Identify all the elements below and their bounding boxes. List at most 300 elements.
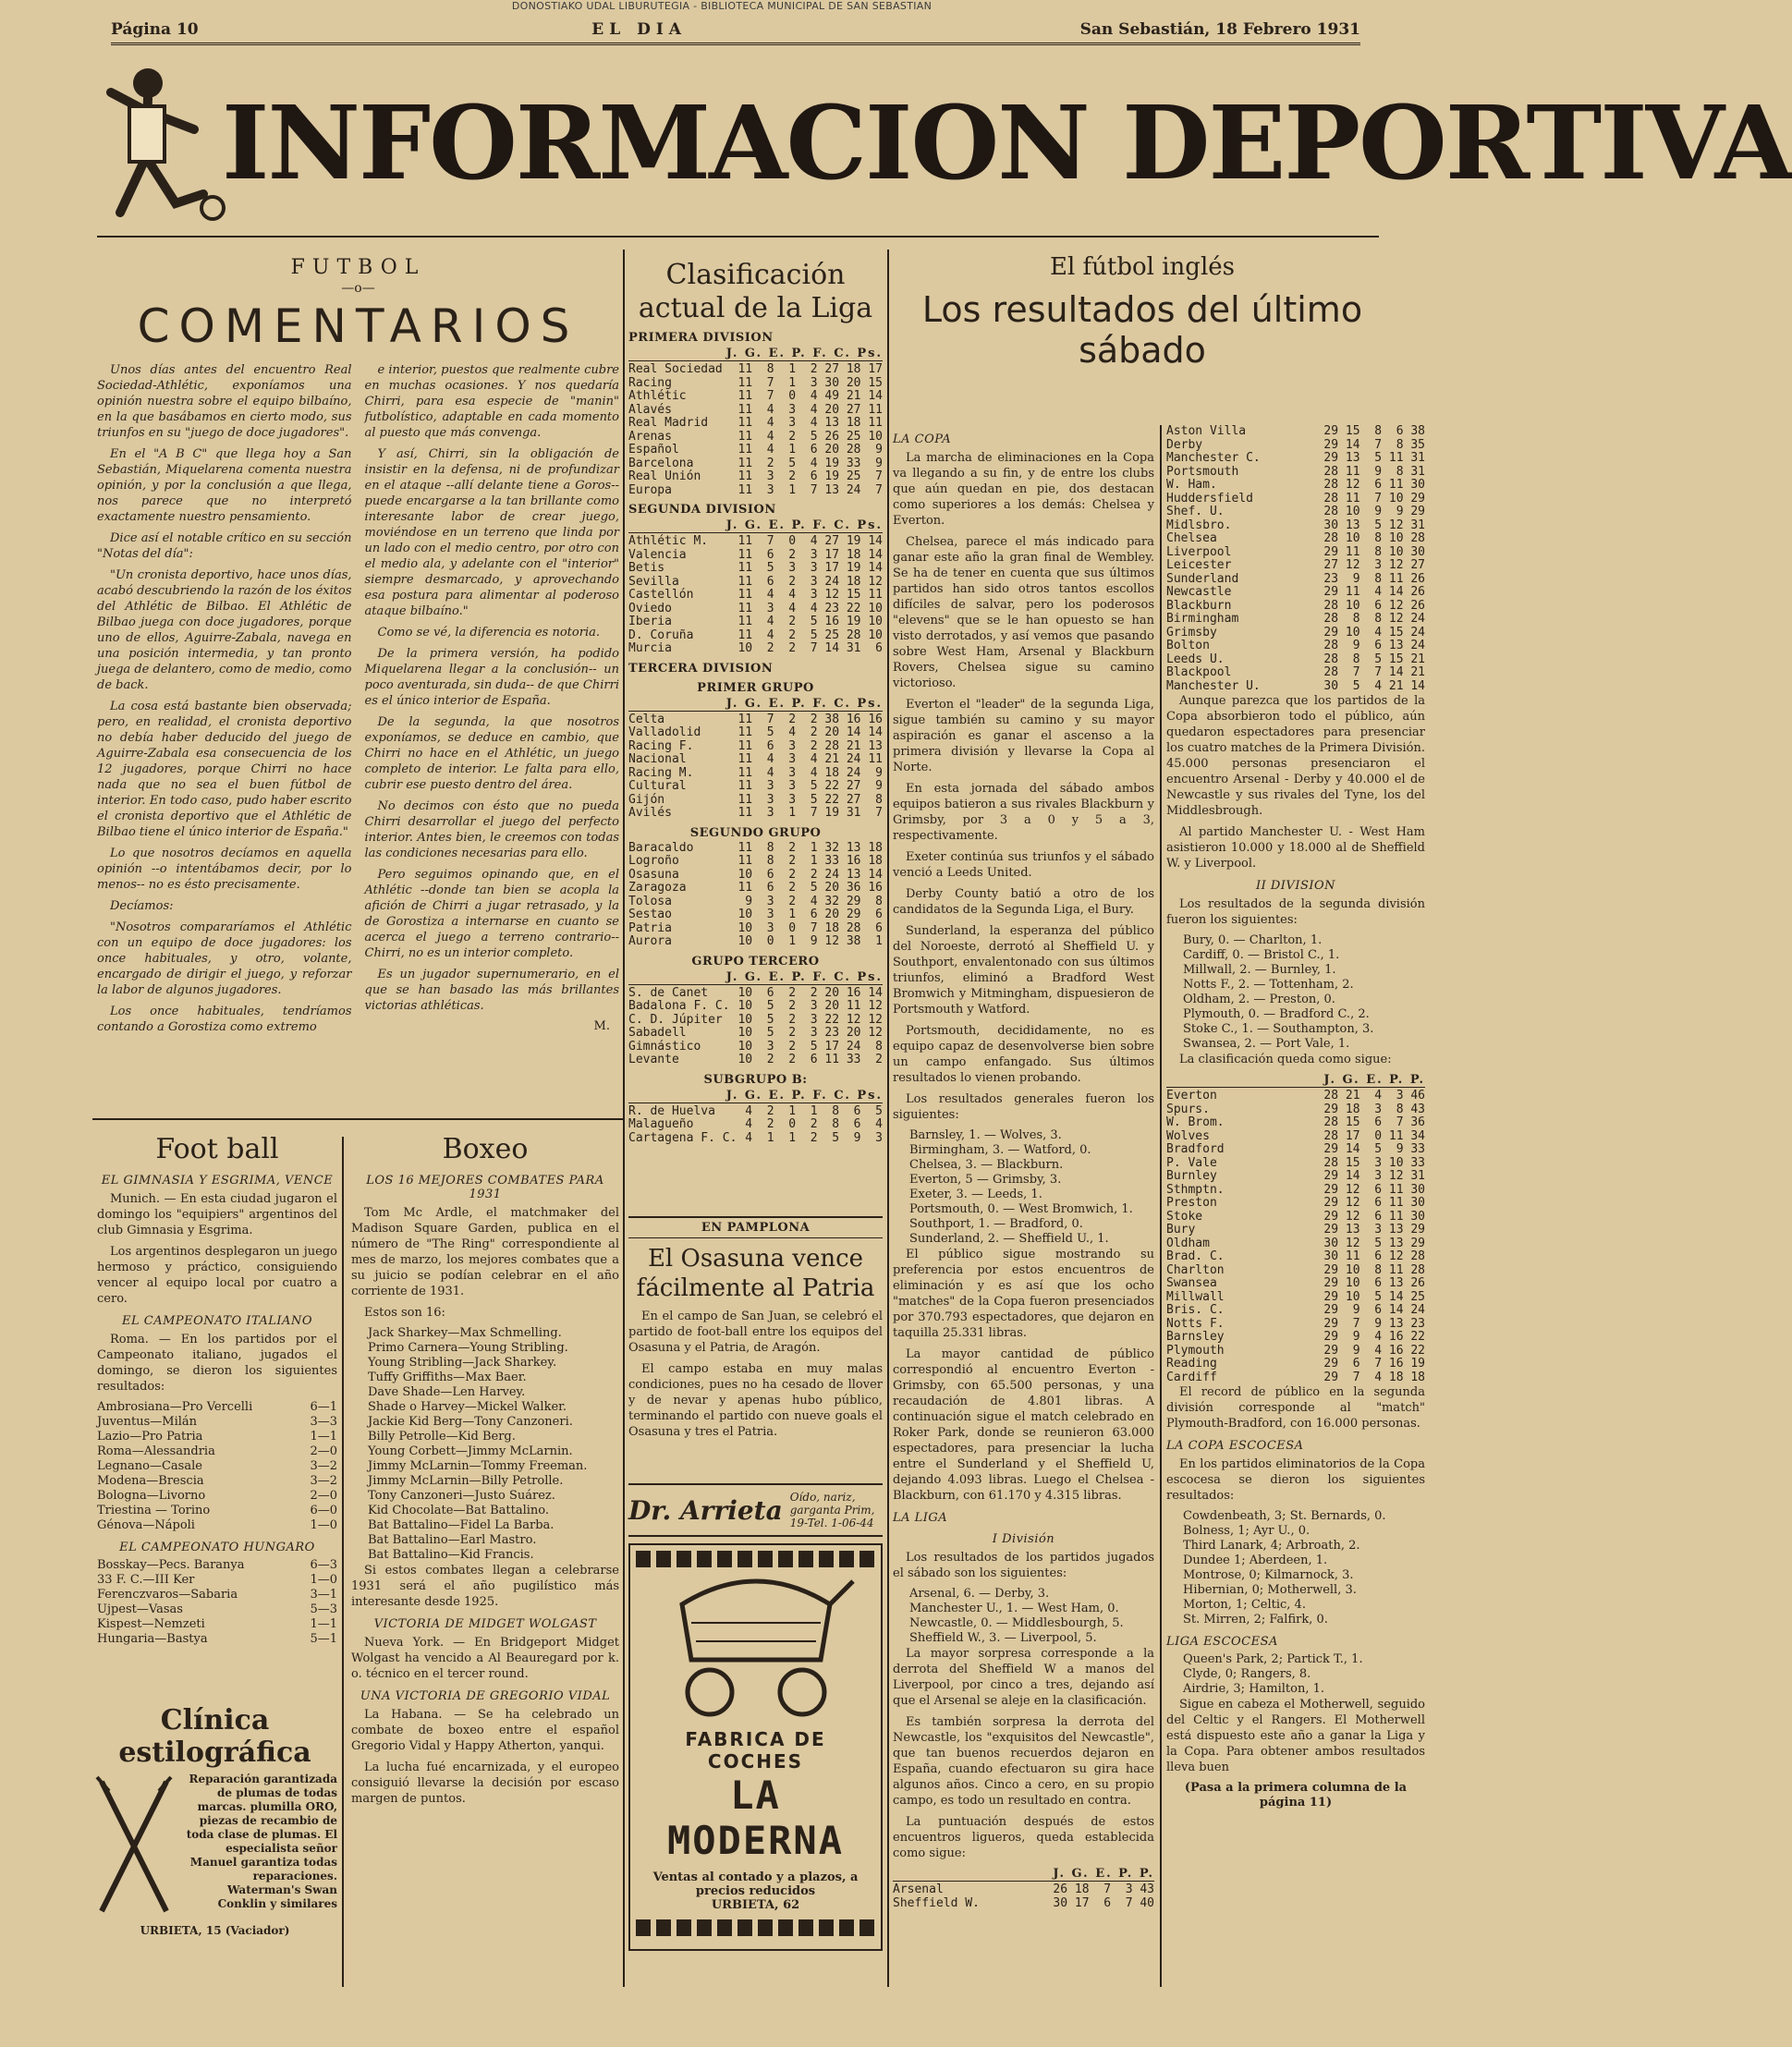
list-item: Millwall, 2. — Burnley, 1. [1183,963,1336,977]
table-row [628,753,883,767]
list-item: Clyde, 0; Rangers, 8. [1183,1667,1311,1681]
team-stats: 30 12 5 13 29 [1323,1236,1425,1250]
team-name: Leeds U. [1166,652,1225,666]
paragraph: Sigue en cabeza el Motherwell, seguido del Celtic y el Rangers. El Motherwell está dispuesto este año a ganar la Liga y la Copa. Para obtener ambos resultados lleva buen [1166,1698,1425,1774]
list-item: Bolness, 1; Ayr U., 0. [1183,1524,1310,1538]
paragraph: Los resultados de la segunda división fueron los siguientes: [1166,897,1425,927]
table-row [628,589,883,603]
paragraph: Decíamos: [110,899,174,913]
team-stats: 11 5 4 2 20 14 14 [738,725,883,739]
ad-border-pattern [636,1551,875,1567]
list-item: Young Stribling—Jack Sharkey. [368,1356,557,1370]
league-results [893,1587,1154,1646]
list-item: Everton, 5 — Grimsby, 3. [909,1173,1062,1187]
column-rule [623,250,625,1987]
english-header [893,245,1392,430]
match-name: Génova—Nápoli [97,1518,195,1532]
team-stats: 4 2 0 2 8 6 4 [745,1117,883,1131]
paragraph: No decimos con ésto que no pueda Chirri desarrollar el juego del perfecto interior. Antes bien, le creemos con todas las condiciones necesarias para ello. [364,799,619,860]
cup-results [893,1128,1154,1247]
paragraph: La cosa está bastante bien observada; pero, en realidad, el cronista deportivo no debía haber deducido del juego de Aguirre-Zabala esa consecuencia de los 12 jugadores, porque Chirri no hace nada que no sea el buen fútbol de interior. En todo caso, pudo haber escrito el cronista deportivo que el Athlétic de Bilbao tiene el único interior de España." [97,700,352,839]
team-name: Racing [628,375,672,390]
team-stats: 29 9 4 16 22 [1323,1343,1425,1358]
moderna-line4: URBIETA, 62 [711,1898,800,1912]
paragraph: El público sigue mostrando su preferencia por estos encuentros de eliminación y es así que los ocho "matches" de la Copa fueron presenciados por 370.793 espectadores, que dejaron en taquilla 25.331 libras. [893,1248,1154,1340]
section-subhead: LOS 16 MEJORES COMBATES PARA 1931 [366,1174,604,1201]
team-name: Swansea [1166,1276,1217,1290]
team-name: Real Madrid [628,416,709,430]
table-header: J. G. E. P. F. C. Ps. [628,970,883,985]
team-stats: 29 10 5 14 25 [1323,1289,1425,1304]
table-row [628,842,883,856]
list-item: Plymouth, 0. — Bradford C., 2. [1183,1007,1370,1021]
paragraph: Tom Mc Ardle, el matchmaker del Madison Square Garden, publica en el número de "The Ring" correspondiente al mes de marzo, los mejores combates que a su juicio se podían celebrar en el año corriente de 1931. [351,1206,619,1298]
table-row [628,562,883,576]
team-name: Leicester [1166,558,1232,572]
list-item: Queen's Park, 2; Partick T., 1. [1183,1652,1363,1666]
table-row [1166,1371,1425,1385]
table-row [1166,1304,1425,1318]
fountain-pen-icon [92,1773,176,1920]
masthead-rule [97,236,1379,238]
table-row [628,1041,883,1054]
team-name: Logroño [628,854,679,868]
team-stats: 11 4 3 4 13 18 11 [738,416,883,430]
list-item: Third Lanark, 4; Arbroath, 2. [1183,1539,1360,1553]
paragraph: Es un jugador supernumerario, en el que se han basado las más brillantes victorias athléticas. [364,968,619,1013]
team-stats: 28 11 7 10 29 [1323,491,1425,506]
team-stats: 11 3 3 5 22 27 8 [738,792,883,807]
page-number: Página 10 [111,20,199,39]
list-item: Cardiff, 0. — Bristol C., 1. [1183,948,1340,962]
table-row [628,1132,883,1146]
table-row [628,629,883,643]
table-row [893,1883,1154,1897]
team-stats: 4 2 1 1 8 6 5 [745,1103,883,1118]
list-item: Bury, 0. — Charlton, 1. [1183,933,1323,947]
team-stats: 11 4 4 3 12 15 11 [738,588,883,602]
match-name: Kispest—Nemzeti [97,1617,205,1631]
list-item: Cowdenbeath, 3; St. Bernards, 0. [1183,1509,1386,1523]
ad-border-pattern [636,1919,875,1936]
signature: M. [593,1019,610,1033]
team-stats: 11 4 2 5 25 28 10 [738,628,883,642]
result-row [97,1602,337,1617]
match-name: Juventus—Milán [97,1415,198,1429]
table-row [628,484,883,498]
team-name: Español [628,443,679,457]
second-division-table [1166,1090,1425,1384]
division-title: SEGUNDA DIVISION [628,503,776,517]
team-stats: 10 6 2 2 20 16 14 [738,985,883,1000]
table-row [628,922,883,936]
list-item: Manchester U., 1. — West Ham, 0. [909,1602,1119,1615]
team-name: Bris. C. [1166,1303,1225,1317]
team-stats: 28 10 6 12 26 [1323,598,1425,613]
team-stats: 23 9 8 11 26 [1323,571,1425,586]
match-name: 33 F. C.—III Ker [97,1573,195,1587]
result-row [97,1617,337,1632]
result-row [97,1489,337,1504]
pamplona-article [628,1211,883,1479]
result-row [97,1474,337,1489]
match-score: 1—0 [310,1518,337,1532]
match-score: 3—1 [310,1588,337,1602]
team-name: Charlton [1166,1262,1225,1277]
team-name: Celta [628,712,665,726]
paragraph: El campo estaba en muy malas condiciones, pues no ha cesado de llover y de nevar y apenas hubo público, terminando el partido con nueve goals el Osasuna y tres el Patria. [628,1362,883,1439]
team-name: Shef. U. [1166,505,1225,518]
result-row [97,1588,337,1602]
moderna-line1: FABRICA DE COCHES [685,1728,826,1773]
table-row [628,987,883,1001]
football-article [97,1127,337,1645]
team-name: Barnsley [1166,1330,1225,1344]
team-stats: 10 6 2 2 24 13 14 [738,867,883,882]
segunda-table [628,535,883,656]
section-masthead [92,55,1792,231]
table-row [628,767,883,781]
team-name: Betis [628,561,665,575]
table-row [1166,1157,1425,1171]
team-stats: 28 11 9 8 31 [1323,464,1425,479]
paragraph: La puntuación después de estos encuentros ligueros, queda establecida como sigue: [893,1815,1154,1860]
team-name: Blackburn [1166,598,1232,613]
result-row [97,1459,337,1474]
list-item: Oldham, 2. — Preston, 0. [1183,993,1335,1006]
clinic-ad-title: Clínica estilográfica [118,1704,311,1769]
footballer-illustration [92,55,231,231]
team-stats: 29 6 7 16 19 [1323,1357,1425,1371]
scottish-cup-results [1166,1509,1425,1627]
team-name: Zaragoza [628,881,687,895]
result-row [97,1518,337,1533]
team-name: Barcelona [628,456,694,470]
comentarios-col-1 [97,362,352,1041]
paragraph: Los resultados de los partidos jugados el sábado son los siguientes: [893,1551,1154,1580]
football-headline: Foot ball [155,1133,279,1165]
division-label: II DIVISION [1255,879,1336,893]
table-row [1166,653,1425,667]
team-name: Everton [1166,1089,1217,1103]
table-row [628,576,883,590]
team-name: Oldham [1166,1236,1210,1250]
team-stats: 29 13 5 11 31 [1323,451,1425,465]
team-stats: 29 14 5 9 33 [1323,1142,1425,1156]
team-name: Baracaldo [628,840,694,855]
team-stats: 29 11 4 14 26 [1323,585,1425,599]
team-name: Murcia [628,641,672,655]
table-row [1166,1197,1425,1211]
team-stats: 9 3 2 4 32 29 8 [738,894,883,908]
match-score: 6—0 [310,1504,337,1517]
table-row [628,780,883,794]
team-name: Gijón [628,792,665,807]
team-stats: 10 3 0 7 18 28 6 [738,920,883,935]
primera-table [628,363,883,497]
team-stats: 29 14 7 8 35 [1323,437,1425,452]
table-row [1166,452,1425,466]
team-stats: 10 2 2 7 14 31 6 [738,641,883,655]
team-name: Badalona F. C. [628,999,730,1013]
match-name: Ambrosiana—Pro Vercelli [97,1400,253,1414]
team-stats: 11 3 1 7 19 31 7 [738,806,883,820]
list-item: Chelsea, 3. — Blackburn. [909,1158,1064,1172]
team-stats: 10 3 2 5 17 24 8 [738,1039,883,1054]
team-name: Plymouth [1166,1343,1225,1358]
team-name: Sevilla [628,574,679,589]
section-subhead: LA COPA [893,433,952,446]
table-row [628,1118,883,1132]
list-item: Southport, 1. — Bradford, 0. [909,1217,1083,1231]
team-name: Sunderland [1166,571,1239,586]
paragraph: En el "A B C" que llega hoy a San Sebastián, Miquelarena comenta nuestra opinión, y por la conclusión a que llega, nos parece que no interpretó exactamente nuestro pensamiento. [97,447,352,524]
team-name: Sheffield W. [893,1895,980,1910]
table-row [1166,1345,1425,1359]
team-name: Racing M. [628,765,694,780]
team-name: Racing F. [628,738,694,753]
fights-list [351,1326,619,1563]
arrieta-detail: Oído, nariz, garganta Prim, 19-Tel. 1-06-44 [789,1491,875,1529]
team-name: Wolves [1166,1128,1210,1143]
team-stats: 29 10 4 15 24 [1323,625,1425,640]
team-name: Gimnástico [628,1039,701,1054]
comentarios-headline: COMENTARIOS [137,299,579,353]
paragraph: Derby County batió a otro de los candidatos de la Segunda Liga, el Bury. [893,887,1154,917]
team-stats: 11 4 1 6 20 28 9 [738,443,883,457]
team-stats: 28 15 6 7 36 [1323,1115,1425,1129]
team-stats: 10 5 2 3 20 11 12 [738,999,883,1013]
paragraph: La marcha de eliminaciones en la Copa va llegando a su fin, y de entre los clubs que aún quedan en pie, dos destacan como superiores a los demás: Chelsea y Everton. [893,451,1154,528]
match-name: Legnano—Casale [97,1459,202,1473]
section-rule [92,1118,623,1120]
team-stats: 28 8 5 15 21 [1323,652,1425,666]
table-row [1166,586,1425,600]
paragraph: El record de público en la segunda división corresponde al "match" Plymouth-Bradford, con 16.000 personas. [1166,1385,1425,1431]
paragraph: "Un cronista deportivo, hace unos días, acabó descubriendo la razón de los éxitos del Athlétic de Bilbao. El Athlétic de Bilbao juega con doce jugadores, porque uno de ellos, Aguirre-Zabala, navega en una posición intermedia, y tan pronto juega de delantero, como de medio, como de back. [97,568,352,692]
match-score: 1—0 [310,1573,337,1587]
liga-standings [628,259,883,1211]
hungarian-results [97,1558,337,1647]
team-stats: 30 5 4 21 14 [1323,678,1425,693]
team-stats: 10 3 1 6 20 29 6 [738,908,883,921]
table-row [628,908,883,922]
table-row [1166,600,1425,614]
team-stats: 28 21 4 3 46 [1323,1089,1425,1103]
list-item: Sheffield W., 3. — Liverpool, 5. [909,1631,1097,1645]
division-title: TERCERA DIVISION [628,661,774,676]
section-subhead: LA LIGA [893,1511,948,1525]
paragraph: e interior, puestos que realmente cubre en muchas ocasiones. Y nos quedaría Chirri, para esa especie de "manin" futbolístico, adaptable en cada momento al puesto que más convenga. [364,363,619,440]
team-stats: 11 4 2 5 26 25 10 [738,429,883,444]
team-name: Europa [628,482,672,497]
paragraph: La Habana. — Se ha celebrado un combate de boxeo entre el español Gregorio Vidal y Happy Atherton, yanqui. [351,1708,619,1753]
team-name: Real Sociedad [628,362,723,376]
table-row [628,642,883,656]
paragraph: Sunderland, la esperanza del público del Noroeste, derrotó al Sheffield U. y Southport, envalentonado con sus últimos triunfos, eliminó a Bradford West Bromwich y Mitmingham, dispuesieron de Portsmouth y Watford. [893,924,1154,1017]
team-stats: 30 11 6 12 28 [1323,1249,1425,1263]
table-row [628,377,883,391]
match-score: 5—3 [310,1602,337,1616]
match-name: Hungaria—Bastya [97,1632,208,1646]
table-row [1166,546,1425,560]
team-name: Levante [628,1053,679,1066]
ornament: —o— [341,281,375,296]
first-division-table [1166,425,1425,693]
table-row [628,1054,883,1067]
team-stats: 29 7 4 18 18 [1323,1370,1425,1384]
team-name: Preston [1166,1196,1217,1210]
team-stats: 10 2 2 6 11 33 2 [738,1053,883,1066]
team-stats: 11 6 3 2 28 21 13 [738,738,883,753]
paragraph: Estos son 16: [364,1306,445,1320]
team-stats: 11 5 3 3 17 19 14 [738,561,883,575]
match-score: 1—1 [310,1617,337,1631]
table-row [1166,493,1425,506]
column-rule [342,1137,344,1987]
paragraph: En el campo de San Juan, se celebró el partido de foot-ball entre los equipos del Osasuna y el Patria, de Aragón. [628,1310,883,1355]
group-title: SEGUNDO GRUPO [689,825,822,840]
table-row [628,615,883,629]
scottish-league-results [1166,1652,1425,1697]
list-item: Dave Shade—Len Harvey. [368,1385,526,1399]
team-stats: 11 6 2 3 17 18 14 [738,547,883,562]
table-row [1166,1331,1425,1345]
team-stats: 11 3 3 5 22 27 9 [738,779,883,793]
team-name: Patria [628,920,672,935]
table-row [1166,627,1425,640]
team-name: Grimsby [1166,625,1217,640]
table-row [1166,425,1425,439]
table-row [1166,506,1425,519]
moderna-line3: Ventas al contado y a plazos, a precios reducidos [652,1870,859,1898]
team-stats: 27 12 3 12 27 [1323,558,1425,572]
team-stats: 28 10 9 9 29 [1323,505,1425,518]
table-row [628,807,883,821]
table-row [1166,666,1425,680]
team-name: Arenas [628,429,672,444]
table-row [1166,573,1425,587]
subgroup-b-table [628,1105,883,1146]
list-item: Jackie Kid Berg—Tony Canzoneri. [368,1415,573,1429]
pamplona-headline: El Osasuna vence fácilmente al Patria [636,1245,875,1302]
group-title: GRUPO TERCERO [691,954,820,969]
column-rule [1160,425,1162,1987]
table-row [1166,466,1425,480]
paragraph: De la primera versión, ha podido Miquelarena llegar a la conclusión-- un poco aventurada, sin duda-- de que Chirri es el único interior de España. [364,647,619,708]
list-item: Young Corbett—Jimmy McLarnin. [368,1444,573,1458]
paragraph: Everton el "leader" de la segunda Liga, sigue también su camino y su mayor aspiración es ganar el ascenso a la primera división y llevarse la Copa al Norte. [893,698,1154,774]
list-item: Swansea, 2. — Port Vale, 1. [1183,1037,1350,1051]
paragraph: La clasificación queda como sigue: [1179,1053,1392,1066]
paragraph: Chelsea, parece el más indicado para ganar este año la gran final de Wembley. Se ha de tener en cuenta que sus últimos partidos han sido otros tantos escollos difíciles de salvar, pero los poderosos "elevens" que se le han opuesto se han visto derrotados, y así vemos que pasando sobre West Ham, Arsenal y Blackburn Rovers, Chelsea sigue su camino victorioso. [893,535,1154,690]
list-item: Shade o Harvey—Mickel Walker. [368,1400,567,1414]
team-name: Arsenal [893,1883,944,1896]
table-header: J. G. E. P. F. C. Ps. [628,1089,883,1103]
tercera-group1-table [628,713,883,821]
table-row [628,1000,883,1014]
team-stats: 29 10 8 11 28 [1323,1262,1425,1277]
paragraph: Al partido Manchester U. - West Ham asistieron 10.000 y 18.000 al de Sheffield W. y Liverpool. [1166,825,1425,871]
table-row [628,882,883,896]
team-stats: 29 15 8 6 38 [1323,424,1425,438]
list-item: Exeter, 3. — Leeds, 1. [909,1188,1042,1201]
paragraph: Y así, Chirri, sin la obligación de insistir en la defensa, ni de profundizar en el ataque --allí delante tiene a Goros-- puede encargarse a la tan brillante como interesante labor de crear juego, moviéndose en un terreno que linda por un lado con el medio centro, por otro con el medio ala, y adelante con el "interior" siempre desmarcado, y aprovechando esa postura para alimentar al poderoso ataque bilbaíno." [364,447,619,618]
paragraph: Los once habituales, tendríamos contando a Gorostiza como extremo [97,1005,352,1034]
list-item: Airdrie, 3; Hamilton, 1. [1183,1682,1325,1696]
folio-line [111,15,1360,45]
group-title: SUBGRUPO B: [703,1072,808,1087]
table-row [628,363,883,377]
paper-name: EL DIA [591,20,687,39]
team-stats: 11 4 3 4 20 27 11 [738,402,883,417]
team-stats: 29 10 6 13 26 [1323,1276,1425,1290]
result-row [97,1558,337,1573]
list-item: Arsenal, 6. — Derby, 3. [909,1587,1050,1601]
list-item: Dundee 1; Aberdeen, 1. [1183,1554,1328,1567]
paragraph: Roma. — En los partidos por el Campeonato italiano, jugados el domingo, se dieron los siguientes resultados: [97,1333,337,1394]
team-name: Brad. C. [1166,1249,1225,1263]
paragraph: Dice así el notable crítico en su sección "Notas del día": [97,531,352,561]
team-name: Osasuna [628,867,679,882]
list-item: Notts F., 2. — Tottenham, 2. [1183,978,1354,992]
list-item: Bat Battalino—Earl Mastro. [368,1533,537,1547]
team-stats: 11 7 1 3 30 20 15 [738,375,883,390]
table-row [1166,1264,1425,1278]
table-row [1166,1291,1425,1305]
team-name: Portsmouth [1166,464,1239,479]
team-name: Huddersfield [1166,491,1253,506]
paragraph: En esta jornada del sábado ambos equipos batieron a sus rivales Blackburn y Grimsby, por 3 a 0 y 5 a 3, respectivamente. [893,782,1154,843]
english-headline: Los resultados del último sábado [921,289,1363,371]
section-subhead: UNA VICTORIA DE GREGORIO VIDAL [360,1689,611,1703]
list-item: Montrose, 0; Kilmarnock, 3. [1183,1568,1354,1582]
team-stats: 4 1 1 2 5 9 3 [745,1130,883,1145]
table-row [1166,1184,1425,1198]
table-header: J. G. E. P. F. C. Ps. [628,697,883,712]
team-name: Notts F. [1166,1316,1225,1331]
first-division-table-start [893,1883,1154,1910]
division-title: PRIMERA DIVISION [628,331,774,345]
liga-headline-2: actual de la Liga [638,292,873,324]
team-stats: 29 7 9 13 23 [1323,1316,1425,1331]
paragraph: Los resultados generales fueron los siguientes: [893,1092,1154,1122]
paragraph: La lucha fué encarnizada, y el europeo consiguió llevarse la decisión por escaso margen de puntos. [351,1761,619,1806]
paragraph: La mayor cantidad de público correspondió al encuentro Everton - Grimsby, con 65.500 personas, y una recaudación de 4.801 libras. A continuación sigue el match celebrado en Roker Park, donde se reunieron 63.000 espectadores, para presenciar la lucha entre el Sunderland y el Sheffield U, dejando 4.093 libras. Luego el Chelsea - Blackburn, con 61.170 y 4.315 libras. [893,1347,1154,1503]
comentarios-col-2 [365,362,620,1041]
match-score: 2—0 [310,1489,337,1503]
team-stats: 30 17 6 7 40 [1053,1895,1154,1910]
team-name: Iberia [628,615,672,628]
arrieta-ad [628,1483,883,1539]
list-item: Billy Petrolle—Kid Berg. [368,1430,516,1444]
team-stats: 29 14 3 12 31 [1323,1169,1425,1183]
boxing-article [351,1127,619,1982]
section-subhead: EL CAMPEONATO ITALIANO [122,1314,312,1328]
team-name: S. de Canet [628,985,709,1000]
match-name: Ujpest—Vasas [97,1602,183,1616]
clinic-ad-address: URBIETA, 15 (Vaciador) [140,1924,290,1937]
list-item: Birmingham, 3. — Watford, 0. [909,1143,1091,1157]
team-stats: 11 7 0 4 49 21 14 [738,389,883,403]
team-name: Tolosa [628,894,672,908]
team-name: Birmingham [1166,612,1239,626]
team-name: Athlétic M. [628,534,709,548]
team-name: Sabadell [628,1026,687,1040]
table-row [1166,559,1425,573]
result-row [97,1430,337,1444]
team-name: Reading [1166,1357,1217,1371]
